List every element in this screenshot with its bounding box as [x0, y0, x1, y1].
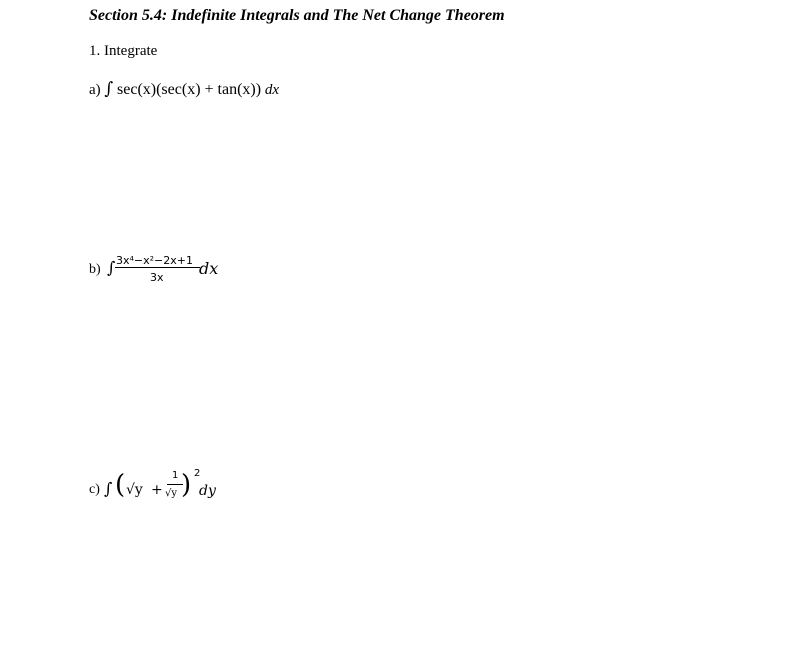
problem-b-label: b): [89, 262, 101, 277]
integral-sign: ∫: [104, 79, 114, 99]
problem-a-label: a): [89, 82, 101, 98]
integral-sign: ∫: [107, 258, 116, 277]
problem-b-differential: dx: [199, 259, 219, 278]
left-paren: (: [115, 470, 126, 500]
right-paren: ): [181, 470, 192, 500]
problem-a: [89, 79, 279, 99]
integral-sign: ∫: [104, 479, 113, 498]
fraction-numerator: 1: [172, 470, 179, 481]
fraction-bar: [115, 267, 200, 268]
problem-c-root-term: √y: [126, 482, 143, 498]
section-title: Section 5.4: Indefinite Integrals and The Net Change Theorem: [89, 7, 505, 24]
problem-a-differential: dx: [264, 82, 279, 98]
question-heading: 1. Integrate: [89, 43, 158, 59]
fraction-denominator: √y: [165, 488, 178, 499]
problem-c-label: c): [89, 482, 100, 497]
problem-a-integrand: sec(x)(sec(x) + tan(x)): [117, 81, 262, 98]
problem-b-numerator: 3x⁴−x²−2x+1: [116, 254, 193, 267]
plus-sign: +: [151, 482, 163, 498]
exponent: 2: [194, 468, 201, 479]
problem-b-denominator: 3x: [150, 271, 164, 284]
problem-c-differential: dy: [199, 483, 216, 499]
